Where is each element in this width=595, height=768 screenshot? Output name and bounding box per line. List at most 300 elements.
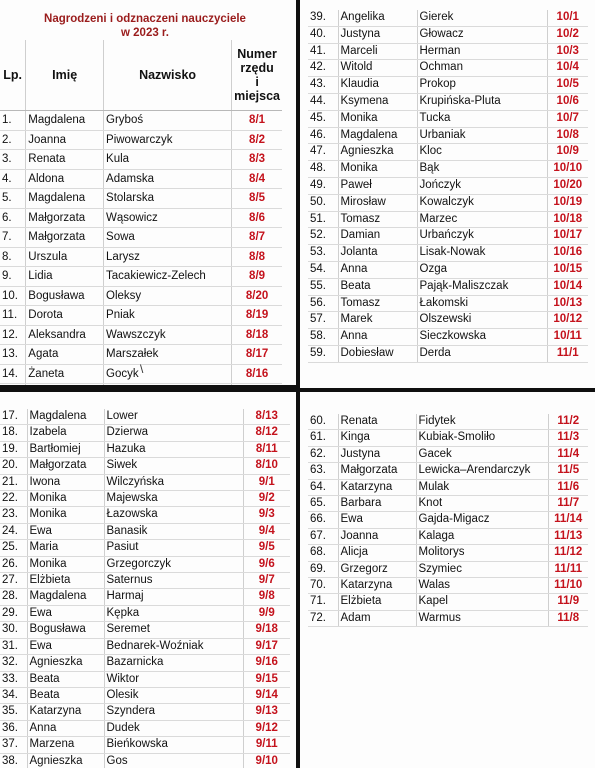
position-cell: 10/4: [547, 60, 588, 77]
table-row: [0, 111, 282, 131]
first-name-cell: Elżbieta: [338, 594, 416, 610]
table-row: [308, 194, 588, 211]
last-name-cell: Mulak: [416, 479, 548, 495]
lp-cell: 8.: [0, 247, 26, 267]
last-name-cell: Olesik: [104, 687, 243, 703]
table-row: [308, 528, 588, 544]
first-name-cell: Monika: [338, 110, 417, 127]
last-name-cell: Łazowska: [104, 507, 243, 523]
lp-cell: 20.: [0, 458, 27, 474]
first-name-cell: Anna: [338, 261, 417, 278]
position-cell: 10/19: [547, 194, 588, 211]
lp-cell: 2.: [0, 130, 26, 150]
lp-cell: 22.: [0, 491, 27, 507]
first-name-cell: Joanna: [26, 130, 104, 150]
header-lp: Lp.: [0, 40, 26, 111]
table-row: [0, 150, 282, 170]
position-cell: 8/18: [232, 325, 282, 345]
first-name-cell: Justyna: [338, 446, 416, 462]
last-name-cell: Derda: [417, 345, 547, 362]
first-name-cell: Renata: [338, 414, 416, 430]
first-name-cell: Magdalena: [26, 111, 104, 131]
table-row: [0, 605, 290, 621]
first-name-cell: Tomasz: [338, 295, 417, 312]
position-cell: 9/13: [243, 704, 290, 720]
lp-cell: 3.: [0, 150, 26, 170]
first-name-cell: Marceli: [338, 43, 417, 60]
position-cell: 10/11: [547, 329, 588, 346]
first-name-cell: Dorota: [26, 306, 104, 326]
table-row: [0, 753, 290, 768]
lp-cell: 65.: [308, 496, 338, 512]
position-cell: 10/16: [547, 245, 588, 262]
table-row: [0, 687, 290, 703]
table-row: [308, 496, 588, 512]
first-name-cell: Bogusława: [26, 286, 104, 306]
header-row: [0, 40, 282, 111]
header-numer: [232, 40, 282, 111]
lp-cell: 55.: [308, 278, 338, 295]
awards-table-1: [0, 40, 282, 385]
table-row: [0, 384, 282, 386]
last-name-cell: Marszałek: [104, 345, 232, 365]
title-line-2: w 2023 r.: [121, 27, 169, 39]
table-row: [0, 267, 282, 287]
last-name-cell: Kloc: [417, 144, 547, 161]
last-name-cell: Lower: [104, 409, 243, 425]
last-name-cell: Knot: [416, 496, 548, 512]
position-cell: 10/7: [547, 110, 588, 127]
last-name-cell: Urbaniak: [417, 127, 547, 144]
lp-cell: 48.: [308, 161, 338, 178]
position-cell: 11/1: [547, 345, 588, 362]
position-cell: 9/12: [243, 720, 290, 736]
lp-cell: 27.: [0, 573, 27, 589]
awards-table-4: [308, 414, 588, 627]
table-row: [0, 425, 290, 441]
lp-cell: 19.: [0, 441, 27, 457]
lp-cell: 17.: [0, 409, 27, 425]
table-row: [0, 638, 290, 654]
last-name-cell: Sieczkowska: [417, 329, 547, 346]
last-name-cell: Kowalczyk: [417, 194, 547, 211]
table-row: [0, 474, 290, 490]
table-row: [308, 261, 588, 278]
header-imie: Imię: [26, 40, 104, 111]
last-name-cell: Piwowarczyk: [104, 130, 232, 150]
table-row: [0, 720, 290, 736]
table-row: [0, 208, 282, 228]
position-cell: 10/5: [547, 77, 588, 94]
first-name-cell: Małgorzata: [26, 228, 104, 248]
lp-cell: 66.: [308, 512, 338, 528]
table-row: [0, 491, 290, 507]
last-name-cell: Fidytek: [416, 414, 548, 430]
first-name-cell: Damian: [338, 228, 417, 245]
first-name-cell: Agnieszka: [27, 753, 104, 768]
lp-cell: 18.: [0, 425, 27, 441]
lp-cell: 41.: [308, 43, 338, 60]
table-row: [308, 43, 588, 60]
table-row: [0, 228, 282, 248]
position-cell: 9/14: [243, 687, 290, 703]
table-row: [0, 573, 290, 589]
first-name-cell: Aldona: [26, 169, 104, 189]
first-name-cell: Maria: [27, 540, 104, 556]
first-name-cell: Izabela: [27, 425, 104, 441]
position-cell: 8/5: [232, 189, 282, 209]
position-cell: 10/15: [547, 261, 588, 278]
first-name-cell: Agata: [26, 345, 104, 365]
last-name-cell: Kalaga: [416, 528, 548, 544]
table-row: [308, 312, 588, 329]
first-name-cell: Małgorzata: [27, 458, 104, 474]
lp-cell: 12.: [0, 325, 26, 345]
table-row: [308, 161, 588, 178]
position-cell: 11/8: [548, 610, 588, 626]
table-row: [0, 130, 282, 150]
table-row: [308, 479, 588, 495]
table-row: [308, 594, 588, 610]
last-name-cell: Hazuka: [104, 441, 243, 457]
table-row: [308, 77, 588, 94]
position-cell: 8/12: [243, 425, 290, 441]
last-name-cell: Pniak: [104, 306, 232, 326]
table-row: [0, 306, 282, 326]
table-row: [308, 26, 588, 43]
first-name-cell: Ewa: [27, 638, 104, 654]
first-name-cell: Ewa: [338, 512, 416, 528]
table-row: [0, 169, 282, 189]
first-name-cell: Adam: [338, 610, 416, 626]
table-row: [308, 463, 588, 479]
position-cell: 9/2: [243, 491, 290, 507]
last-name-cell: Gos: [104, 753, 243, 768]
table-row: [308, 60, 588, 77]
lp-cell: 63.: [308, 463, 338, 479]
first-name-cell: Dobiesław: [338, 345, 417, 362]
lp-cell: 58.: [308, 329, 338, 346]
position-cell: 9/7: [243, 573, 290, 589]
table-row: [0, 671, 290, 687]
position-cell: 8/17: [232, 345, 282, 365]
table-row: [308, 278, 588, 295]
first-name-cell: Żaneta: [26, 364, 104, 384]
position-cell: [232, 384, 282, 386]
table-row: [0, 247, 282, 267]
first-name-cell: Ewa: [27, 605, 104, 621]
table-row: [308, 414, 588, 430]
lp-cell: 21.: [0, 474, 27, 490]
position-cell: 10/14: [547, 278, 588, 295]
table-row: [308, 295, 588, 312]
last-name-cell: Tucka: [417, 110, 547, 127]
table-row: [0, 441, 290, 457]
table-row: [0, 540, 290, 556]
position-cell: 11/14: [548, 512, 588, 528]
position-cell: 10/10: [547, 161, 588, 178]
last-name-cell: Sowa: [104, 228, 232, 248]
first-name-cell: Elżbieta: [27, 573, 104, 589]
last-name-cell: Majewska: [104, 491, 243, 507]
last-name-cell: Wilczyńska: [104, 474, 243, 490]
table-row: [0, 507, 290, 523]
lp-cell: 38.: [0, 753, 27, 768]
last-name-cell: Herman: [417, 43, 547, 60]
lp-cell: 34.: [0, 687, 27, 703]
lp-cell: 60.: [308, 414, 338, 430]
first-name-cell: Anna: [27, 720, 104, 736]
position-cell: 9/6: [243, 556, 290, 572]
first-name-cell: Renata: [26, 150, 104, 170]
lp-cell: 10.: [0, 286, 26, 306]
lp-cell: 11.: [0, 306, 26, 326]
lp-cell: 28.: [0, 589, 27, 605]
last-name-cell: Szyndera: [104, 704, 243, 720]
last-name-cell: Banasik: [104, 523, 243, 539]
position-cell: 8/16: [232, 364, 282, 384]
position-cell: 8/3: [232, 150, 282, 170]
lp-cell: 32.: [0, 655, 27, 671]
last-name-cell: Seremet: [104, 622, 243, 638]
lp-cell: 1.: [0, 111, 26, 131]
first-name-cell: Monika: [27, 556, 104, 572]
lp-cell: 9.: [0, 267, 26, 287]
position-cell: 8/4: [232, 169, 282, 189]
position-cell: 10/12: [547, 312, 588, 329]
table-row: [308, 245, 588, 262]
lp-cell: 50.: [308, 194, 338, 211]
last-name-cell: Prokop: [417, 77, 547, 94]
position-cell: 11/3: [548, 430, 588, 446]
lp-cell: 52.: [308, 228, 338, 245]
first-name-cell: Monika: [338, 161, 417, 178]
table-row: [308, 93, 588, 110]
table-row: [0, 189, 282, 209]
lp-cell: 49.: [308, 177, 338, 194]
header-numer-line: miejsca: [234, 89, 280, 103]
lp-cell: [0, 384, 26, 386]
header-nazwisko: Nazwisko: [104, 40, 232, 111]
first-name-cell: Anna: [338, 329, 417, 346]
lp-cell: 33.: [0, 671, 27, 687]
first-name-cell: Joanna: [338, 528, 416, 544]
title-line-1: Nagrodzeni i odznaczeni nauczyciele: [44, 13, 246, 25]
position-cell: 10/17: [547, 228, 588, 245]
last-name-cell: Oleksy: [104, 286, 232, 306]
table-row: [308, 10, 588, 26]
position-cell: 8/1: [232, 111, 282, 131]
lp-cell: 62.: [308, 446, 338, 462]
lp-cell: 59.: [308, 345, 338, 362]
first-name-cell: Małgorzata: [26, 208, 104, 228]
position-cell: 11/10: [548, 578, 588, 594]
position-cell: 11/5: [548, 463, 588, 479]
last-name-cell: Larysz: [104, 247, 232, 267]
lp-cell: 31.: [0, 638, 27, 654]
lp-cell: 37.: [0, 737, 27, 753]
first-name-cell: Klaudia: [338, 77, 417, 94]
table-row: [308, 127, 588, 144]
last-name-cell: Gacek: [416, 446, 548, 462]
sheet-top-right: [300, 0, 595, 388]
first-name-cell: Agnieszka: [338, 144, 417, 161]
table-row: [308, 144, 588, 161]
first-name-cell: Marzena: [27, 737, 104, 753]
lp-cell: 47.: [308, 144, 338, 161]
position-cell: 11/6: [548, 479, 588, 495]
last-name-cell: Ochman: [417, 60, 547, 77]
position-cell: 9/3: [243, 507, 290, 523]
last-name-cell: Gajda-Migacz: [416, 512, 548, 528]
lp-cell: 64.: [308, 479, 338, 495]
table-row: [308, 177, 588, 194]
lp-cell: 23.: [0, 507, 27, 523]
first-name-cell: Beata: [338, 278, 417, 295]
first-name-cell: Paweł: [338, 177, 417, 194]
table-row: [0, 458, 290, 474]
position-cell: 8/11: [243, 441, 290, 457]
sheet-top-left: [0, 0, 296, 385]
last-name-cell: Dudek: [104, 720, 243, 736]
position-cell: 10/8: [547, 127, 588, 144]
lp-cell: 13.: [0, 345, 26, 365]
lp-cell: 5.: [0, 189, 26, 209]
table-row: [0, 409, 290, 425]
last-name-cell: Harmaj: [104, 589, 243, 605]
first-name-cell: Iwona: [27, 474, 104, 490]
first-name-cell: Ewa: [27, 523, 104, 539]
position-cell: 8/8: [232, 247, 282, 267]
last-name-cell: Saternus: [104, 573, 243, 589]
lp-cell: 45.: [308, 110, 338, 127]
first-name-cell: Angelika: [338, 10, 417, 26]
table-row: [308, 345, 588, 362]
first-name-cell: Beata: [27, 671, 104, 687]
lp-cell: 6.: [0, 208, 26, 228]
lp-cell: 4.: [0, 169, 26, 189]
lp-cell: 43.: [308, 77, 338, 94]
lp-cell: 24.: [0, 523, 27, 539]
lp-cell: 36.: [0, 720, 27, 736]
lp-cell: 68.: [308, 545, 338, 561]
last-name-cell: Bazarnicka: [104, 655, 243, 671]
position-cell: 9/15: [243, 671, 290, 687]
position-cell: 8/19: [232, 306, 282, 326]
first-name-cell: Monika: [27, 507, 104, 523]
position-cell: 11/11: [548, 561, 588, 577]
lp-cell: 61.: [308, 430, 338, 446]
position-cell: 10/3: [547, 43, 588, 60]
first-name-cell: Grzegorz: [338, 561, 416, 577]
table-row: [308, 228, 588, 245]
first-name-cell: Bogusława: [27, 622, 104, 638]
table-row: [308, 578, 588, 594]
last-name-cell: Wąsowicz: [104, 208, 232, 228]
last-name-cell: Ozga: [417, 261, 547, 278]
position-cell: 10/13: [547, 295, 588, 312]
first-name-cell: Monika: [27, 491, 104, 507]
position-cell: 10/20: [547, 177, 588, 194]
position-cell: 9/1: [243, 474, 290, 490]
last-name-cell: Jończyk: [417, 177, 547, 194]
last-name-cell: [104, 384, 232, 386]
position-cell: 9/17: [243, 638, 290, 654]
position-cell: 8/7: [232, 228, 282, 248]
stray-mark: \: [140, 362, 144, 376]
last-name-cell: Krupińska-Pluta: [417, 93, 547, 110]
document-title: [20, 12, 270, 40]
position-cell: 9/16: [243, 655, 290, 671]
last-name-cell: Kubiak-Smoliło: [416, 430, 548, 446]
first-name-cell: Mirosław: [338, 194, 417, 211]
last-name-cell: Stolarska: [104, 189, 232, 209]
table-row: [0, 622, 290, 638]
position-cell: 9/8: [243, 589, 290, 605]
first-name-cell: Beata: [27, 687, 104, 703]
position-cell: 11/9: [548, 594, 588, 610]
position-cell: 10/9: [547, 144, 588, 161]
last-name-cell: Warmus: [416, 610, 548, 626]
table-row: [0, 325, 282, 345]
position-cell: 8/13: [243, 409, 290, 425]
header-numer-line: Numer: [237, 47, 277, 61]
table-row: [308, 430, 588, 446]
position-cell: 10/18: [547, 211, 588, 228]
first-name-cell: Urszula: [26, 247, 104, 267]
position-cell: 10/2: [547, 26, 588, 43]
last-name-cell: Głowacz: [417, 26, 547, 43]
first-name-cell: Ksymena: [338, 93, 417, 110]
first-name-cell: Kinga: [338, 430, 416, 446]
table-row: [308, 110, 588, 127]
lp-cell: 7.: [0, 228, 26, 248]
first-name-cell: Justyna: [338, 26, 417, 43]
last-name-cell: Bednarek-Woźniak: [104, 638, 243, 654]
sheet-bottom-right: [300, 392, 595, 768]
lp-cell: 42.: [308, 60, 338, 77]
first-name-cell: [26, 384, 104, 386]
first-name-cell: Magdalena: [338, 127, 417, 144]
first-name-cell: Magdalena: [26, 189, 104, 209]
first-name-cell: Lidia: [26, 267, 104, 287]
first-name-cell: Magdalena: [27, 589, 104, 605]
last-name-cell: Grzegorczyk: [104, 556, 243, 572]
position-cell: 11/13: [548, 528, 588, 544]
last-name-cell: Gocyk: [104, 364, 232, 384]
header-numer-line: rzędu: [240, 61, 274, 75]
position-cell: 10/6: [547, 93, 588, 110]
last-name-cell: Szymiec: [416, 561, 548, 577]
position-cell: 9/11: [243, 737, 290, 753]
first-name-cell: Tomasz: [338, 211, 417, 228]
lp-cell: 25.: [0, 540, 27, 556]
last-name-cell: Kępka: [104, 605, 243, 621]
last-name-cell: Gierek: [417, 10, 547, 26]
lp-cell: 69.: [308, 561, 338, 577]
position-cell: 9/10: [243, 753, 290, 768]
table-row: [308, 545, 588, 561]
awards-table-3: [0, 409, 290, 768]
last-name-cell: Adamska: [104, 169, 232, 189]
last-name-cell: Siwek: [104, 458, 243, 474]
position-cell: 8/2: [232, 130, 282, 150]
lp-cell: 35.: [0, 704, 27, 720]
position-cell: 8/20: [232, 286, 282, 306]
awards-table-2: [308, 10, 588, 363]
position-cell: 11/4: [548, 446, 588, 462]
position-cell: 8/6: [232, 208, 282, 228]
